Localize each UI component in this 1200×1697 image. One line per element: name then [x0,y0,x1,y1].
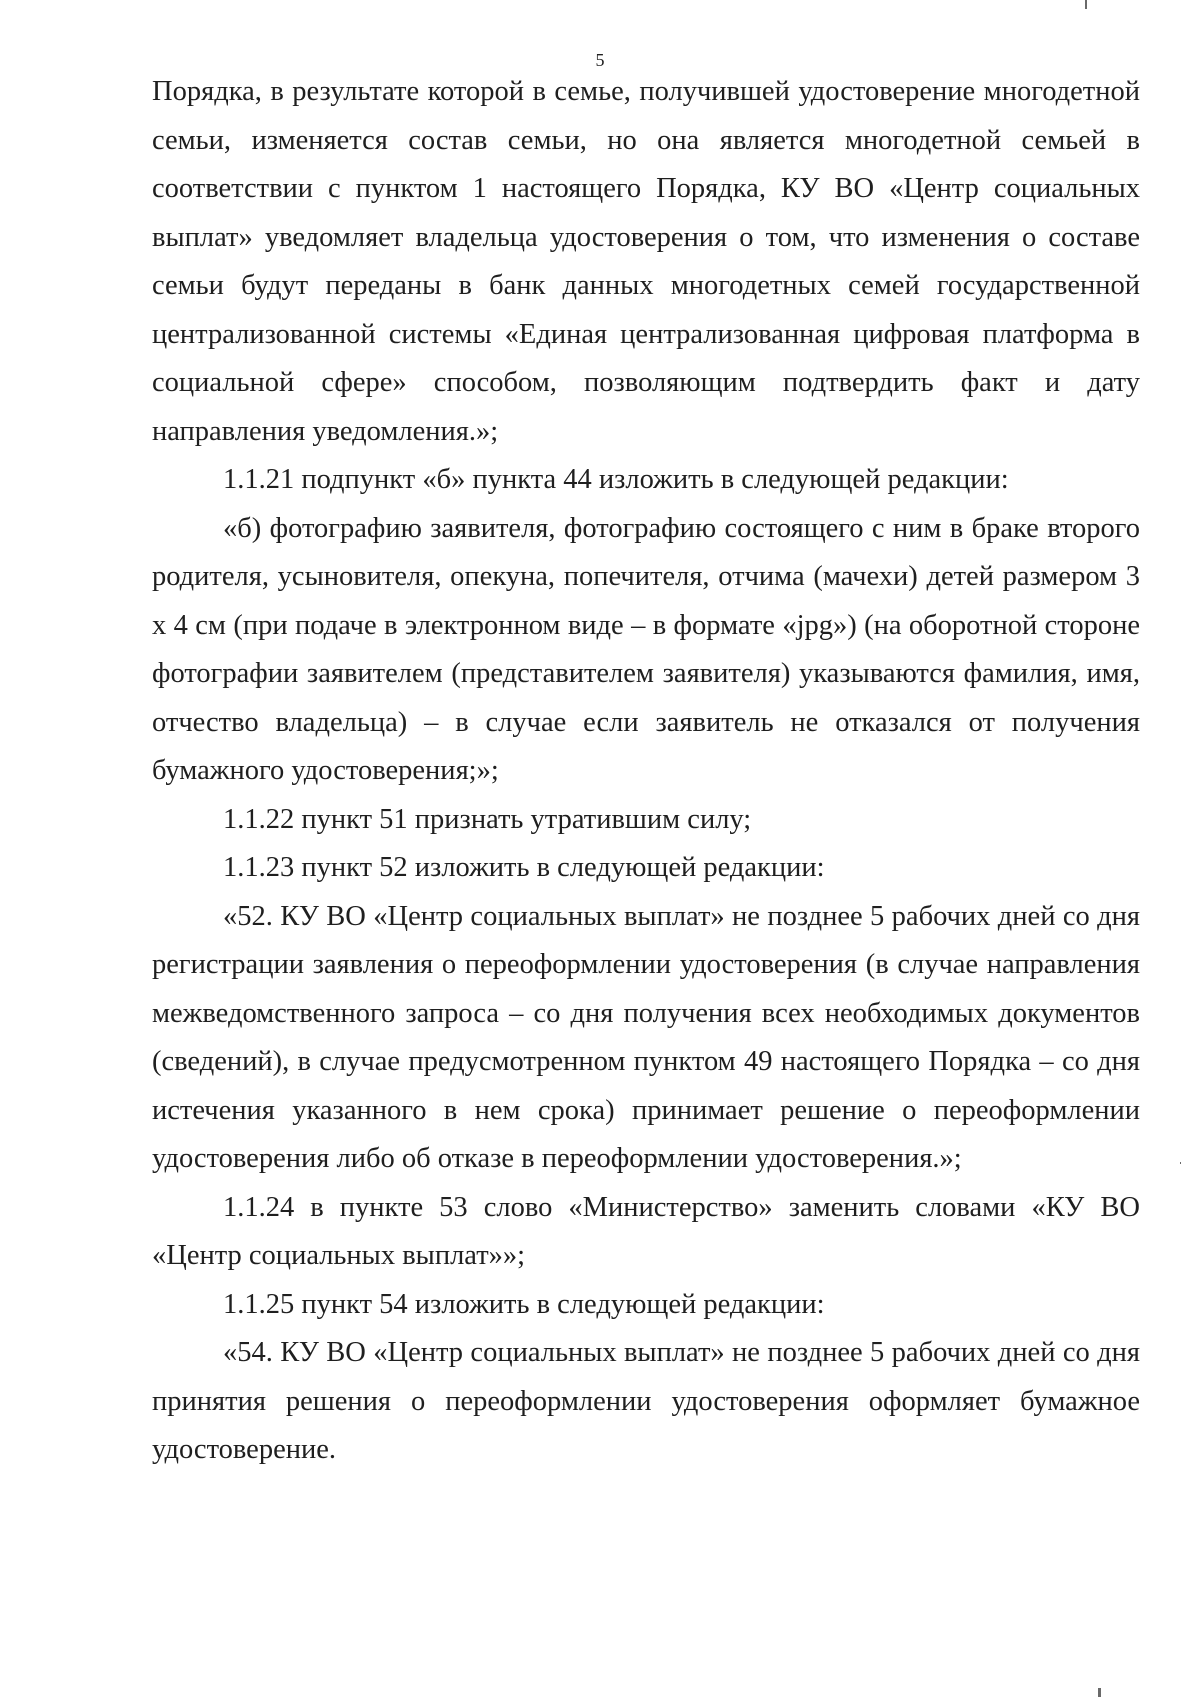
paragraph-item-1-1-24: 1.1.24 в пункте 53 слово «Министерство» заменить словами «КУ ВО «Центр социальных выплат»»; [152,1191,1140,1271]
scan-mark-bottom-right [1098,1688,1101,1697]
paragraph-quote-54: «54. КУ ВО «Центр социальных выплат» не позднее 5 рабочих дней со дня принятия решения о переоформлении удостоверения оформляет бумажное удостоверение. [152,1337,1140,1465]
paragraph-item-1-1-22: 1.1.22 пункт 51 признать утратившим силу; [223,803,752,835]
document-body [152,68,1140,1475]
paragraph-continuation: Порядка, в результате которой в семье, получившей удостоверение многодетной семьи, изменяется состав семьи, но она является многодетной семьей в соответствии с пунктом 1 настоящего Порядка, КУ ВО «Центр социальных выплат» уведомляет владельца удостоверения о том, что изменения о составе семьи будут переданы в банк данных многодетных семей государственной централизованной системы «Единая централизованная цифровая платформа в социальной сфере» способом, позволяющим подтвердить факт и дату направления уведомления.»; [152,76,1140,447]
scan-mark-right-edge [1180,1162,1181,1164]
paragraph-item-1-1-21: 1.1.21 подпункт «б» пункта 44 изложить в следующей редакции: [223,464,1009,495]
page-number: 5 [595,50,605,70]
paragraph-item-1-1-25: 1.1.25 пункт 54 изложить в следующей редакции: [223,1288,825,1320]
paragraph-quote-52: «52. КУ ВО «Центр социальных выплат» не позднее 5 рабочих дней со дня регистрации заявления о переоформлении удостоверения (в случае направления межведомственного запроса – со дня получения всех необходимых документов (сведений), в случае предусмотренном пунктом 49 настоящего Порядка – со дня истечения указанного в нем срока) принимает решение о переоформлении удостоверения либо об отказе в переоформлении удостоверения.»; [152,900,1140,1174]
paragraph-item-1-1-23: 1.1.23 пункт 52 изложить в следующей редакции: [223,852,825,883]
paragraph-quote-b: «б) фотографию заявителя, фотографию состоящего с ним в браке второго родителя, усыновителя, опекуна, попечителя, отчима (мачехи) детей размером 3 х 4 см (при подаче в электронном виде – в формате «jpg») (на оборотной стороне фотографии заявителем (представителем заявителя) указываются фамилия, имя, отчество владельца) – в случае если заявитель не отказался от получения бумажного удостоверения;»; [152,512,1140,786]
scan-mark-top-right [1085,0,1087,9]
